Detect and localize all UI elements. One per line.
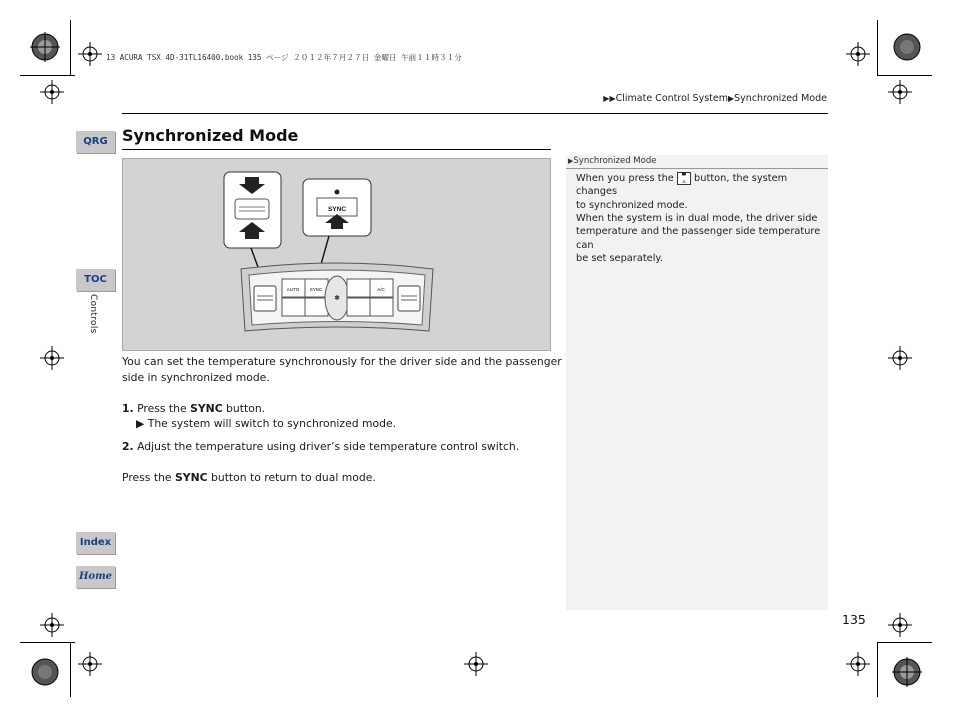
note-p2-line2: temperature and the passenger side temperature can	[576, 226, 821, 251]
crosshair-icon	[40, 80, 64, 104]
registration-target-icon	[30, 657, 60, 687]
breadcrumb-current: Synchronized Mode	[734, 93, 827, 104]
note-p1-text: When you press the	[576, 173, 677, 184]
step-1-result: ▶ The system will switch to synchronized mode.	[136, 417, 397, 430]
panel-ac-label: A/C	[377, 287, 385, 292]
crosshair-icon	[888, 80, 912, 104]
registration-target-icon	[892, 657, 922, 687]
crosshair-icon	[846, 652, 870, 676]
note-p1-text-mid: button, the system changes	[576, 173, 788, 198]
breadcrumb-section-link[interactable]: Climate Control System	[615, 93, 728, 104]
print-header: 13 ACURA TSX 4D-31TL16400.book 135 ページ ２０１２年７月２７日 金曜日 午前１１時３１分	[106, 53, 462, 62]
step-2-text: Adjust the temperature using driver’s side temperature control switch.	[137, 440, 520, 453]
page-number: 135	[842, 612, 866, 627]
step-1-sync-label: SYNC	[190, 402, 223, 415]
note-panel	[566, 155, 828, 610]
return-text: Press the	[122, 471, 175, 484]
panel-auto-label: AUTO	[286, 287, 300, 292]
step-2	[122, 440, 519, 453]
svg-text:✱: ✱	[334, 294, 340, 302]
note-heading-text: Synchronized Mode	[573, 156, 657, 166]
header-rule	[122, 113, 828, 114]
index-button[interactable]: Index	[76, 532, 115, 554]
climate-panel-drawing	[123, 159, 550, 350]
breadcrumb-arrows: ▶▶	[603, 94, 616, 103]
note-p1-text-end: to synchronized mode.	[576, 199, 688, 211]
crosshair-icon	[888, 346, 912, 370]
crop-mark	[70, 20, 71, 75]
section-label: Controls	[88, 294, 98, 334]
return-sync-label: SYNC	[175, 471, 208, 484]
intro-line-1: You can set the temperature synchronously for the driver side and the passenger	[122, 355, 562, 368]
callout-sync-label: SYNC	[327, 206, 347, 213]
crosshair-icon	[78, 652, 102, 676]
crop-mark	[70, 642, 71, 697]
note-arrow-icon: ▶	[568, 157, 574, 165]
crosshair-icon	[40, 613, 64, 637]
crosshair-icon	[78, 42, 102, 66]
note-p2-line3: be set separately.	[576, 252, 663, 264]
intro-line-2: side in synchronized mode.	[122, 371, 270, 384]
panel-sync-label: SYNC	[309, 287, 323, 292]
step-2-number: 2.	[122, 440, 134, 453]
step-1-number: 1.	[122, 402, 134, 415]
breadcrumb-separator: ▶	[727, 94, 735, 103]
crosshair-icon	[888, 613, 912, 637]
return-text-end: button to return to dual mode.	[207, 471, 376, 484]
crosshair-icon	[40, 346, 64, 370]
title-rule	[122, 149, 551, 150]
return-instruction	[122, 471, 376, 484]
step-1-text: Press the	[137, 402, 191, 415]
breadcrumb	[603, 93, 827, 104]
climate-panel-illustration	[122, 158, 551, 351]
crosshair-icon	[464, 652, 488, 676]
toc-button[interactable]: TOC	[76, 269, 115, 291]
note-paragraph-1	[576, 172, 822, 212]
crop-mark	[877, 20, 878, 75]
home-button[interactable]: Home	[76, 566, 115, 588]
note-heading	[566, 155, 828, 169]
crop-mark	[877, 642, 932, 643]
crop-mark	[877, 642, 878, 697]
step-1-text-end: button.	[222, 402, 266, 415]
crop-mark	[20, 642, 75, 643]
crop-mark	[877, 75, 932, 76]
qrg-button[interactable]: QRG	[76, 131, 115, 153]
step-1	[122, 402, 265, 415]
registration-target-icon	[30, 32, 60, 62]
crop-mark	[20, 75, 75, 76]
crosshair-icon	[846, 42, 870, 66]
note-p2-line1: When the system is in dual mode, the driver side	[576, 213, 818, 224]
note-paragraph-2	[576, 212, 822, 265]
sync-button-icon: ▀ ⌂	[677, 172, 691, 185]
registration-target-icon	[892, 32, 922, 62]
page-title: Synchronized Mode	[122, 126, 299, 145]
